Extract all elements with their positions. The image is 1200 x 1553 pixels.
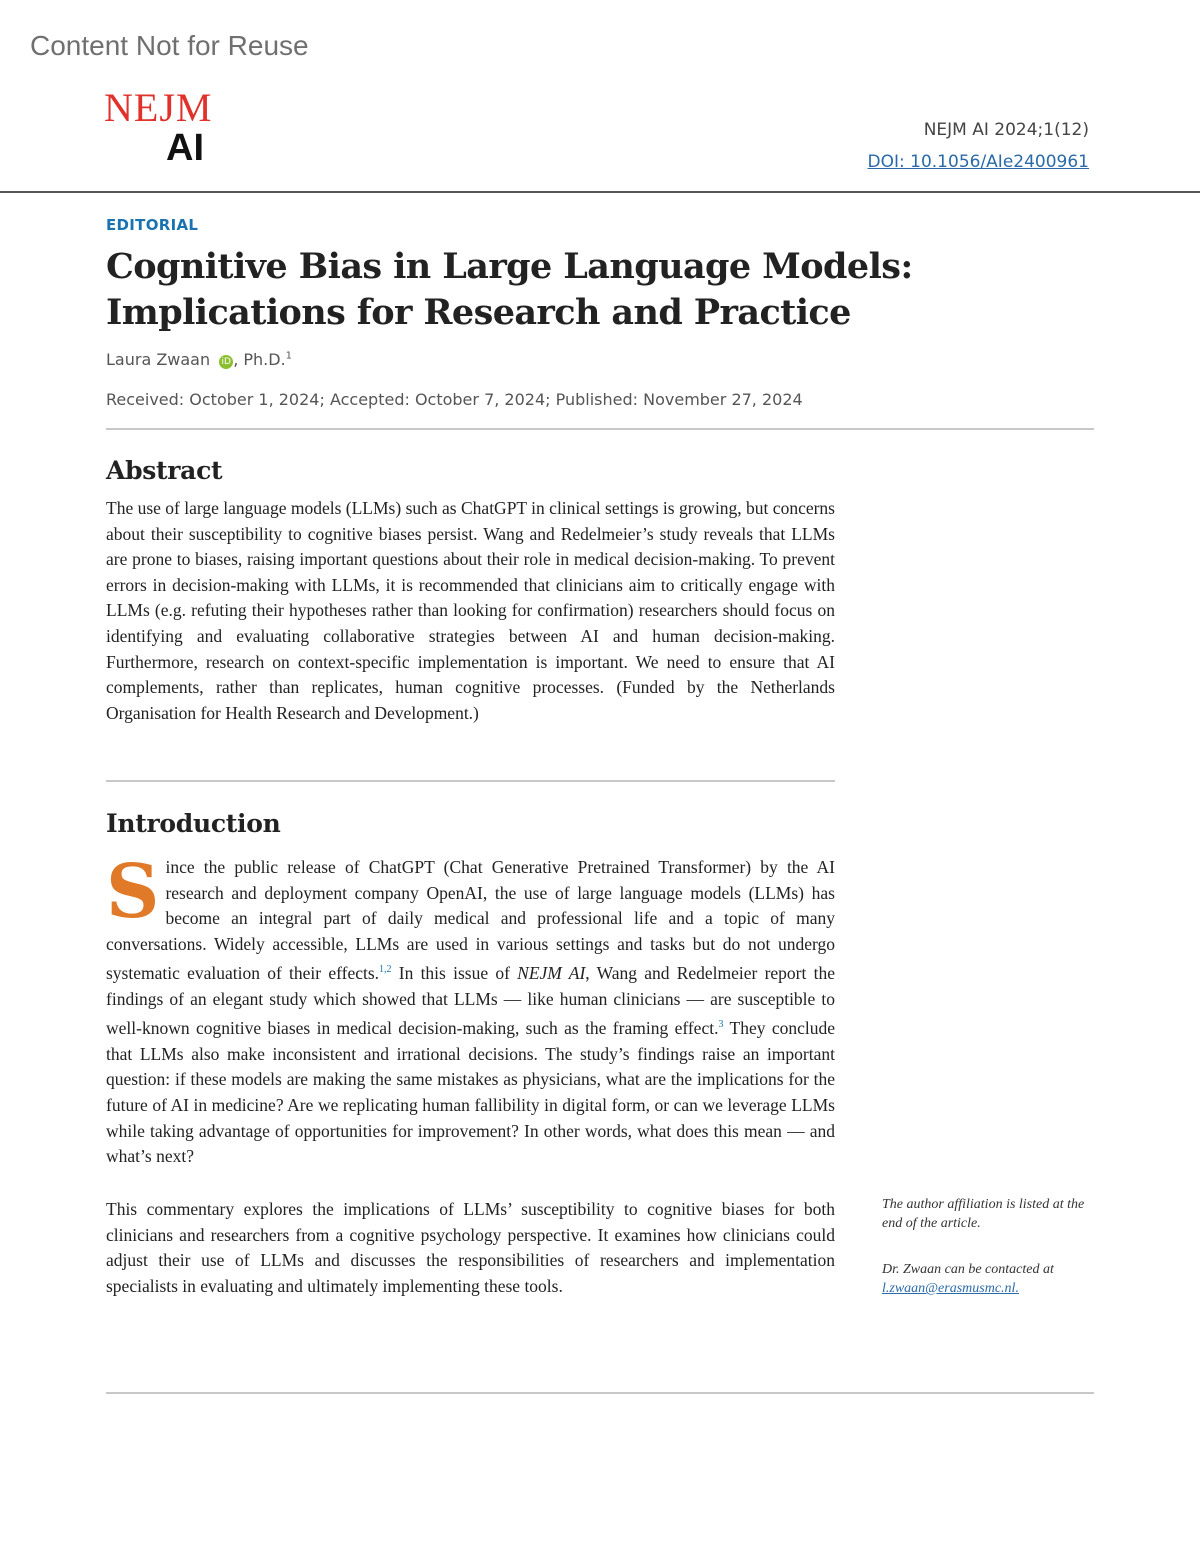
- author-affiliation-ref: 1: [285, 350, 293, 362]
- author-degree: , Ph.D.: [233, 350, 286, 369]
- logo-ai: AI: [166, 127, 204, 169]
- intro-text-d: They conclude that LLMs also make inconsistent and irrational decisions. The study’s findings raise an important question: if these models are making the same mistakes as physicians, what are the implications for the future of AI in medicine? Are we replicating human fallibility in digital form, or can we leverage LLMs while taking advantage of opportunities for improvement? In other words, what does this mean — and what’s next?: [106, 1018, 835, 1167]
- drop-cap: S: [106, 849, 160, 935]
- abstract-divider: [106, 780, 835, 782]
- contact-note: [882, 1260, 1094, 1298]
- footer-divider: [106, 1392, 1094, 1394]
- intro-text-c: , Wang and Redelmeier report the findings of an elegant study which showed that LLMs — like human clinicians — are susceptible to well-known cognitive biases in medical decision-making, such as the framing effect.: [106, 963, 835, 1039]
- title-divider: [106, 428, 1094, 430]
- abstract-text: The use of large language models (LLMs) such as ChatGPT in clinical settings is growing, but concerns about their susceptibility to cognitive biases persist. Wang and Redelmeier’s study reveals that LLMs are prone to biases, raising important questions about their role in medical decision-making. To prevent errors in decision-making with LLMs, it is recommended that clinicians aim to critically engage with LLMs (e.g. refuting their hypotheses rather than looking for confirmation) researchers should focus on identifying and evaluating collaborative strategies between AI and human decision-making. Furthermore, research on context-specific implementation is important. We need to ensure that AI complements, rather than replicates, human cognitive processes. (Funded by the Netherlands Organisation for Health Research and Development.): [106, 498, 835, 723]
- logo-nejm: NEJM: [104, 85, 213, 130]
- article-type-label: EDITORIAL: [106, 216, 199, 234]
- intro-text-b: In this issue of: [391, 963, 518, 984]
- author-email-link[interactable]: l.zwaan@erasmusmc.nl.: [882, 1281, 1019, 1296]
- reference-link-3[interactable]: 3: [718, 1019, 724, 1031]
- introduction-heading: Introduction: [106, 809, 281, 838]
- author-line: [106, 350, 292, 369]
- journal-name-italic: NEJM AI: [517, 963, 586, 984]
- watermark-text: Content Not for Reuse: [30, 30, 309, 61]
- reference-link-1-2[interactable]: 1,2: [379, 964, 392, 976]
- abstract-heading: Abstract: [106, 456, 223, 485]
- contact-text: Dr. Zwaan can be contacted at: [882, 1262, 1054, 1277]
- article-title: Cognitive Bias in Large Language Models: Implications for Research and Practice: [106, 246, 913, 333]
- orcid-icon[interactable]: iD: [219, 355, 233, 369]
- doi-link[interactable]: DOI: 10.1056/AIe2400961: [867, 152, 1089, 172]
- introduction-paragraph-1: [106, 849, 835, 1170]
- citation-block: [868, 114, 1089, 178]
- journal-citation: NEJM AI 2024;1(12): [923, 120, 1089, 140]
- intro-text-a: ince the public release of ChatGPT (Chat Generative Pretrained Transformer) by the AI research and deployment company OpenAI, the use of large language models (LLMs) has become an integral part of daily medical and professional life and a topic of many conversations. Widely accessible, LLMs are used in various settings and tasks but do not undergo systematic evaluation of their effects.: [106, 857, 835, 984]
- publication-dates: Received: October 1, 2024; Accepted: October 7, 2024; Published: November 27, 2024: [106, 390, 803, 409]
- journal-logo: [104, 85, 224, 170]
- author-name[interactable]: Laura Zwaan: [106, 350, 211, 369]
- introduction-paragraph-2: This commentary explores the implications of LLMs’ susceptibility to cognitive biases for both clinicians and researchers from a cognitive psychology perspective. It examines how clinicians could adjust their use of LLMs and discusses the responsibilities of researchers and implementation specialists in evaluating and ultimately implementing these tools.: [106, 1199, 835, 1296]
- header-divider: [0, 191, 1200, 193]
- affiliation-note: The author affiliation is listed at the end of the article.: [882, 1197, 1085, 1231]
